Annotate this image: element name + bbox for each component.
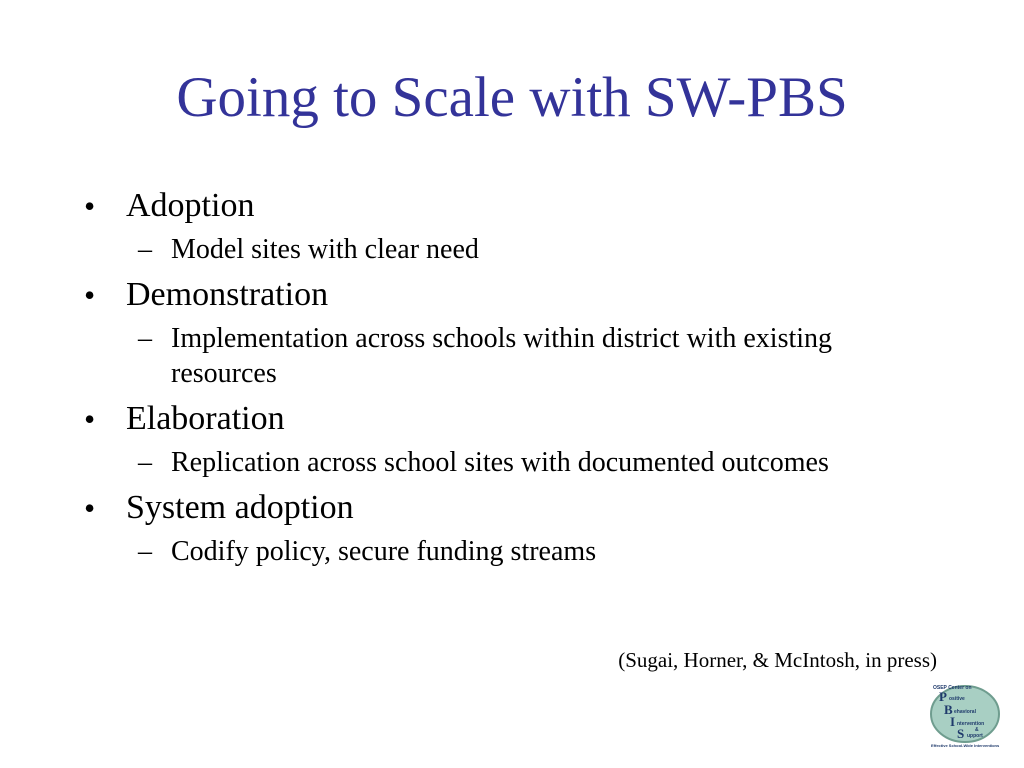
pbis-logo-icon (927, 683, 1013, 749)
sub-bullet-text: Implementation across schools within district with existing resources (171, 323, 833, 389)
sub-bullet-marker: – (138, 447, 152, 478)
sub-bullet-list (126, 232, 944, 267)
logo-amp: & (975, 727, 979, 733)
sub-bullet-item (126, 232, 944, 267)
bullet-text: Elaboration (126, 400, 285, 437)
sub-bullet-item (126, 534, 944, 569)
logo-word-p: ositive (949, 696, 965, 702)
citation: (Sugai, Horner, & McIntosh, in press) (618, 648, 937, 672)
sub-bullet-list (126, 534, 944, 569)
sub-bullet-item (126, 321, 944, 391)
logo-word-i: ntervention (957, 721, 985, 727)
bullet-item (84, 486, 944, 569)
bullet-text: System adoption (126, 489, 354, 526)
sub-bullet-marker: – (138, 536, 152, 567)
bullet-item (84, 273, 944, 391)
bullet-marker: • (84, 188, 96, 224)
bullet-marker: • (84, 401, 96, 437)
bullet-text: Adoption (126, 187, 255, 224)
bullet-item (84, 397, 944, 480)
sub-bullet-text: Replication across school sites with documented outcomes (171, 447, 829, 478)
sub-bullet-item (126, 445, 944, 480)
bullet-list (84, 184, 944, 575)
logo-word-b: ehavioral (954, 709, 976, 715)
logo-letter-p: P (939, 689, 947, 704)
sub-bullet-list (126, 445, 944, 480)
bullet-marker: • (84, 277, 96, 313)
sub-bullet-text: Codify policy, secure funding streams (171, 536, 597, 567)
logo-letter-b: B (944, 702, 953, 717)
logo-letter-s: S (957, 726, 965, 741)
slide-title: Going to Scale with SW-PBS (176, 66, 848, 129)
logo-letter-i: I (950, 714, 956, 729)
logo-word-s: upport (967, 733, 983, 739)
logo-header: OSEP Center on (933, 685, 972, 691)
logo-footer: Effective School-Wide Interventions (931, 743, 1000, 748)
bullet-text: Demonstration (126, 276, 329, 313)
sub-bullet-marker: – (138, 323, 152, 354)
bullet-item (84, 184, 944, 267)
sub-bullet-text: Model sites with clear need (171, 234, 479, 265)
sub-bullet-marker: – (138, 234, 152, 265)
sub-bullet-list (126, 321, 944, 391)
bullet-marker: • (84, 490, 96, 526)
